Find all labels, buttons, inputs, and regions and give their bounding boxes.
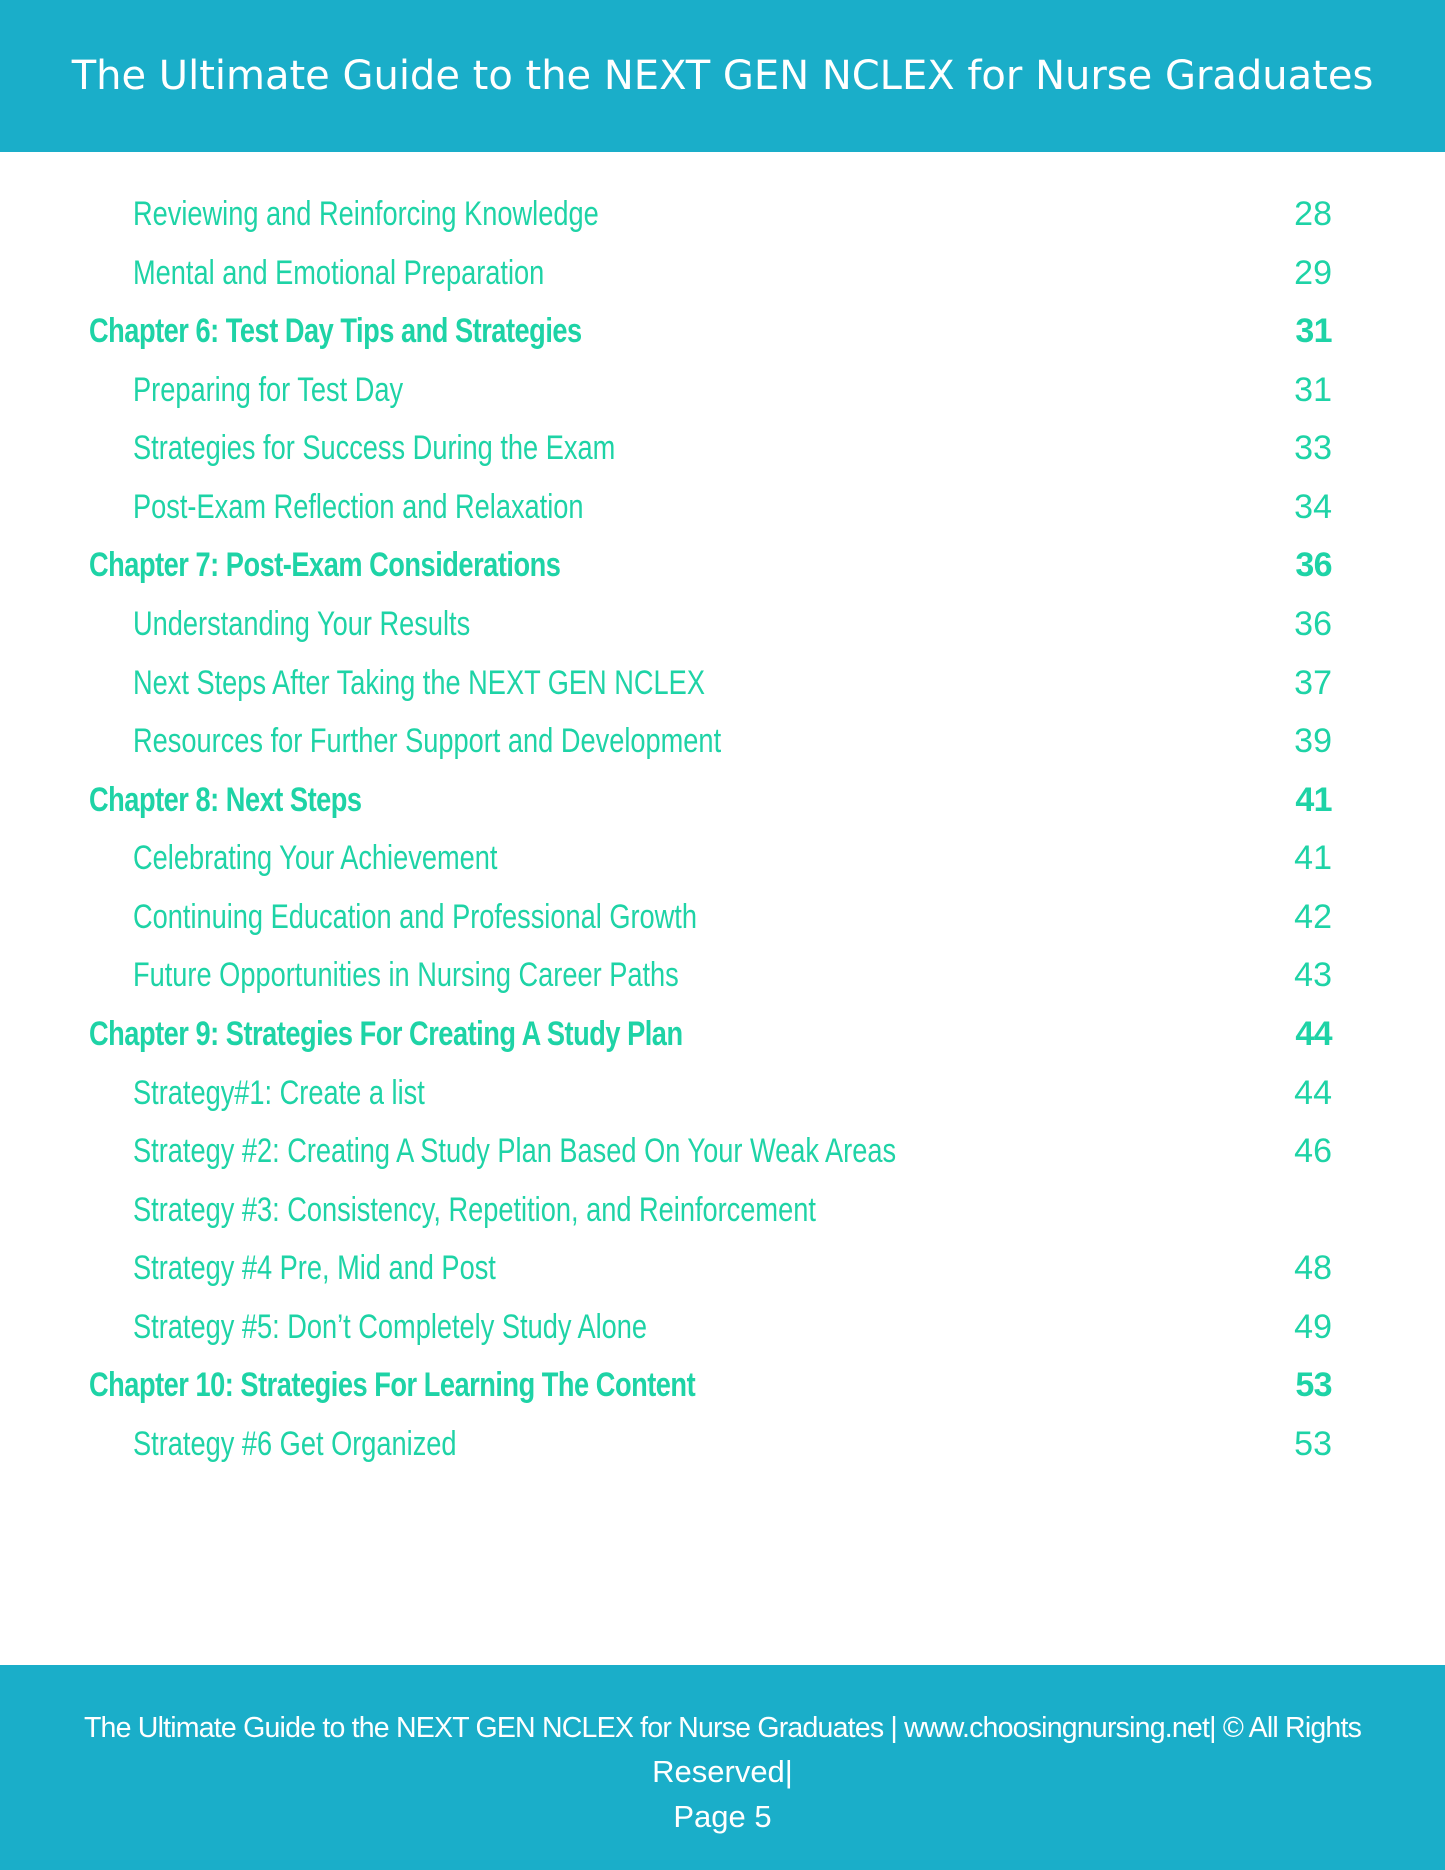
toc-entry-title: Preparing for Test Day	[133, 370, 404, 409]
toc-section-entry[interactable]	[133, 1069, 1332, 1117]
page-number: Page 5	[673, 1799, 772, 1834]
toc-entry-page-number: 36	[1294, 604, 1332, 643]
toc-entry-title: Post-Exam Reflection and Relaxation	[133, 487, 584, 526]
footer-text-line-2: Reserved|	[652, 1754, 793, 1789]
toc-section-entry[interactable]	[133, 424, 1332, 472]
toc-entry-page-number: 36	[1295, 546, 1332, 585]
toc-section-entry[interactable]	[133, 1244, 1332, 1292]
toc-entry-title: Strategy #3: Consistency, Repetition, and Reinforcement	[133, 1190, 816, 1229]
toc-entry-title: Strategy#1: Create a list	[133, 1073, 425, 1112]
toc-entry-page-number: 41	[1294, 839, 1332, 878]
toc-section-entry[interactable]	[133, 366, 1332, 414]
header-title: The Ultimate Guide to the NEXT GEN NCLEX for Nurse Graduates	[71, 53, 1374, 99]
toc-entry-page-number: 44	[1294, 1073, 1332, 1112]
toc-section-entry[interactable]	[133, 1186, 1332, 1234]
toc-entry-page-number: 33	[1294, 429, 1332, 468]
toc-entry-title: Chapter 7: Post-Exam Considerations	[89, 546, 561, 585]
toc-section-entry[interactable]	[133, 483, 1332, 531]
toc-section-entry[interactable]	[133, 249, 1332, 297]
toc-section-entry[interactable]	[133, 1127, 1332, 1175]
toc-entry-title: Reviewing and Reinforcing Knowledge	[133, 195, 599, 233]
toc-chapter-entry[interactable]	[89, 307, 1332, 355]
toc-entry-title: Chapter 9: Strategies For Creating A Study Plan	[89, 1014, 683, 1053]
toc-entry-page-number: 48	[1294, 1249, 1332, 1288]
toc-section-entry[interactable]	[133, 951, 1332, 999]
toc-chapter-entry[interactable]	[89, 1010, 1332, 1058]
toc-section-entry[interactable]	[133, 1420, 1332, 1468]
toc-entry-title: Strategy #6 Get Organized	[133, 1424, 457, 1463]
toc-entry-page-number: 29	[1294, 253, 1332, 292]
toc-chapter-entry[interactable]	[89, 776, 1332, 824]
toc-entry-title: Strategies for Success During the Exam	[133, 429, 616, 468]
toc-entry-title: Strategy #5: Don’t Completely Study Alone	[133, 1307, 648, 1346]
footer-text-line-1: The Ultimate Guide to the NEXT GEN NCLEX for Nurse Graduates | www.choosingnursing.net| © All Rights	[83, 1712, 1362, 1744]
toc-entry-page-number: 28	[1294, 195, 1332, 233]
toc-entry-title: Resources for Further Support and Development	[133, 722, 722, 761]
toc-entry-title: Chapter 10: Strategies For Learning The Content	[89, 1366, 696, 1405]
page-footer	[0, 1665, 1445, 1870]
toc-entry-page-number: 31	[1295, 312, 1332, 351]
toc-entry-page-number: 39	[1294, 722, 1332, 761]
toc-entry-page-number: 37	[1294, 663, 1332, 702]
toc-entry-page-number: 53	[1295, 1366, 1332, 1405]
toc-entry-page-number: 43	[1294, 956, 1332, 995]
toc-entry-title: Strategy #2: Creating A Study Plan Based On Your Weak Areas	[133, 1132, 897, 1171]
toc-entry-page-number: 46	[1294, 1132, 1332, 1171]
toc-entry-title: Strategy #4 Pre, Mid and Post	[133, 1249, 496, 1288]
toc-section-entry[interactable]	[133, 834, 1332, 882]
toc-entry-title: Chapter 8: Next Steps	[89, 780, 362, 819]
toc-entry-page-number: 34	[1294, 487, 1332, 526]
toc-section-entry[interactable]	[133, 717, 1332, 765]
toc-section-entry[interactable]	[133, 893, 1332, 941]
toc-section-entry[interactable]	[133, 190, 1332, 238]
toc-entry-page-number: 31	[1294, 370, 1332, 409]
toc-entry-page-number: 49	[1294, 1307, 1332, 1346]
toc-entry-page-number: 41	[1295, 780, 1332, 819]
toc-section-entry[interactable]	[133, 1303, 1332, 1351]
toc-entry-page-number: 53	[1294, 1424, 1332, 1463]
toc-entry-title: Mental and Emotional Preparation	[133, 253, 545, 292]
toc-entry-title: Understanding Your Results	[133, 604, 471, 643]
toc-entry-title: Celebrating Your Achievement	[133, 839, 498, 878]
toc-section-entry[interactable]	[133, 600, 1332, 648]
toc-entry-page-number: 42	[1294, 897, 1332, 936]
toc-entry-title: Next Steps After Taking the NEXT GEN NCLEX	[133, 663, 705, 702]
toc-chapter-entry[interactable]	[89, 1361, 1332, 1409]
toc-entry-title: Future Opportunities in Nursing Career Paths	[133, 956, 679, 995]
toc-entry-title: Chapter 6: Test Day Tips and Strategies	[89, 312, 582, 351]
toc-chapter-entry[interactable]	[89, 541, 1332, 589]
toc-entry-title: Continuing Education and Professional Growth	[133, 897, 697, 936]
toc-section-entry[interactable]	[133, 659, 1332, 707]
toc-entry-page-number: 44	[1295, 1014, 1332, 1053]
